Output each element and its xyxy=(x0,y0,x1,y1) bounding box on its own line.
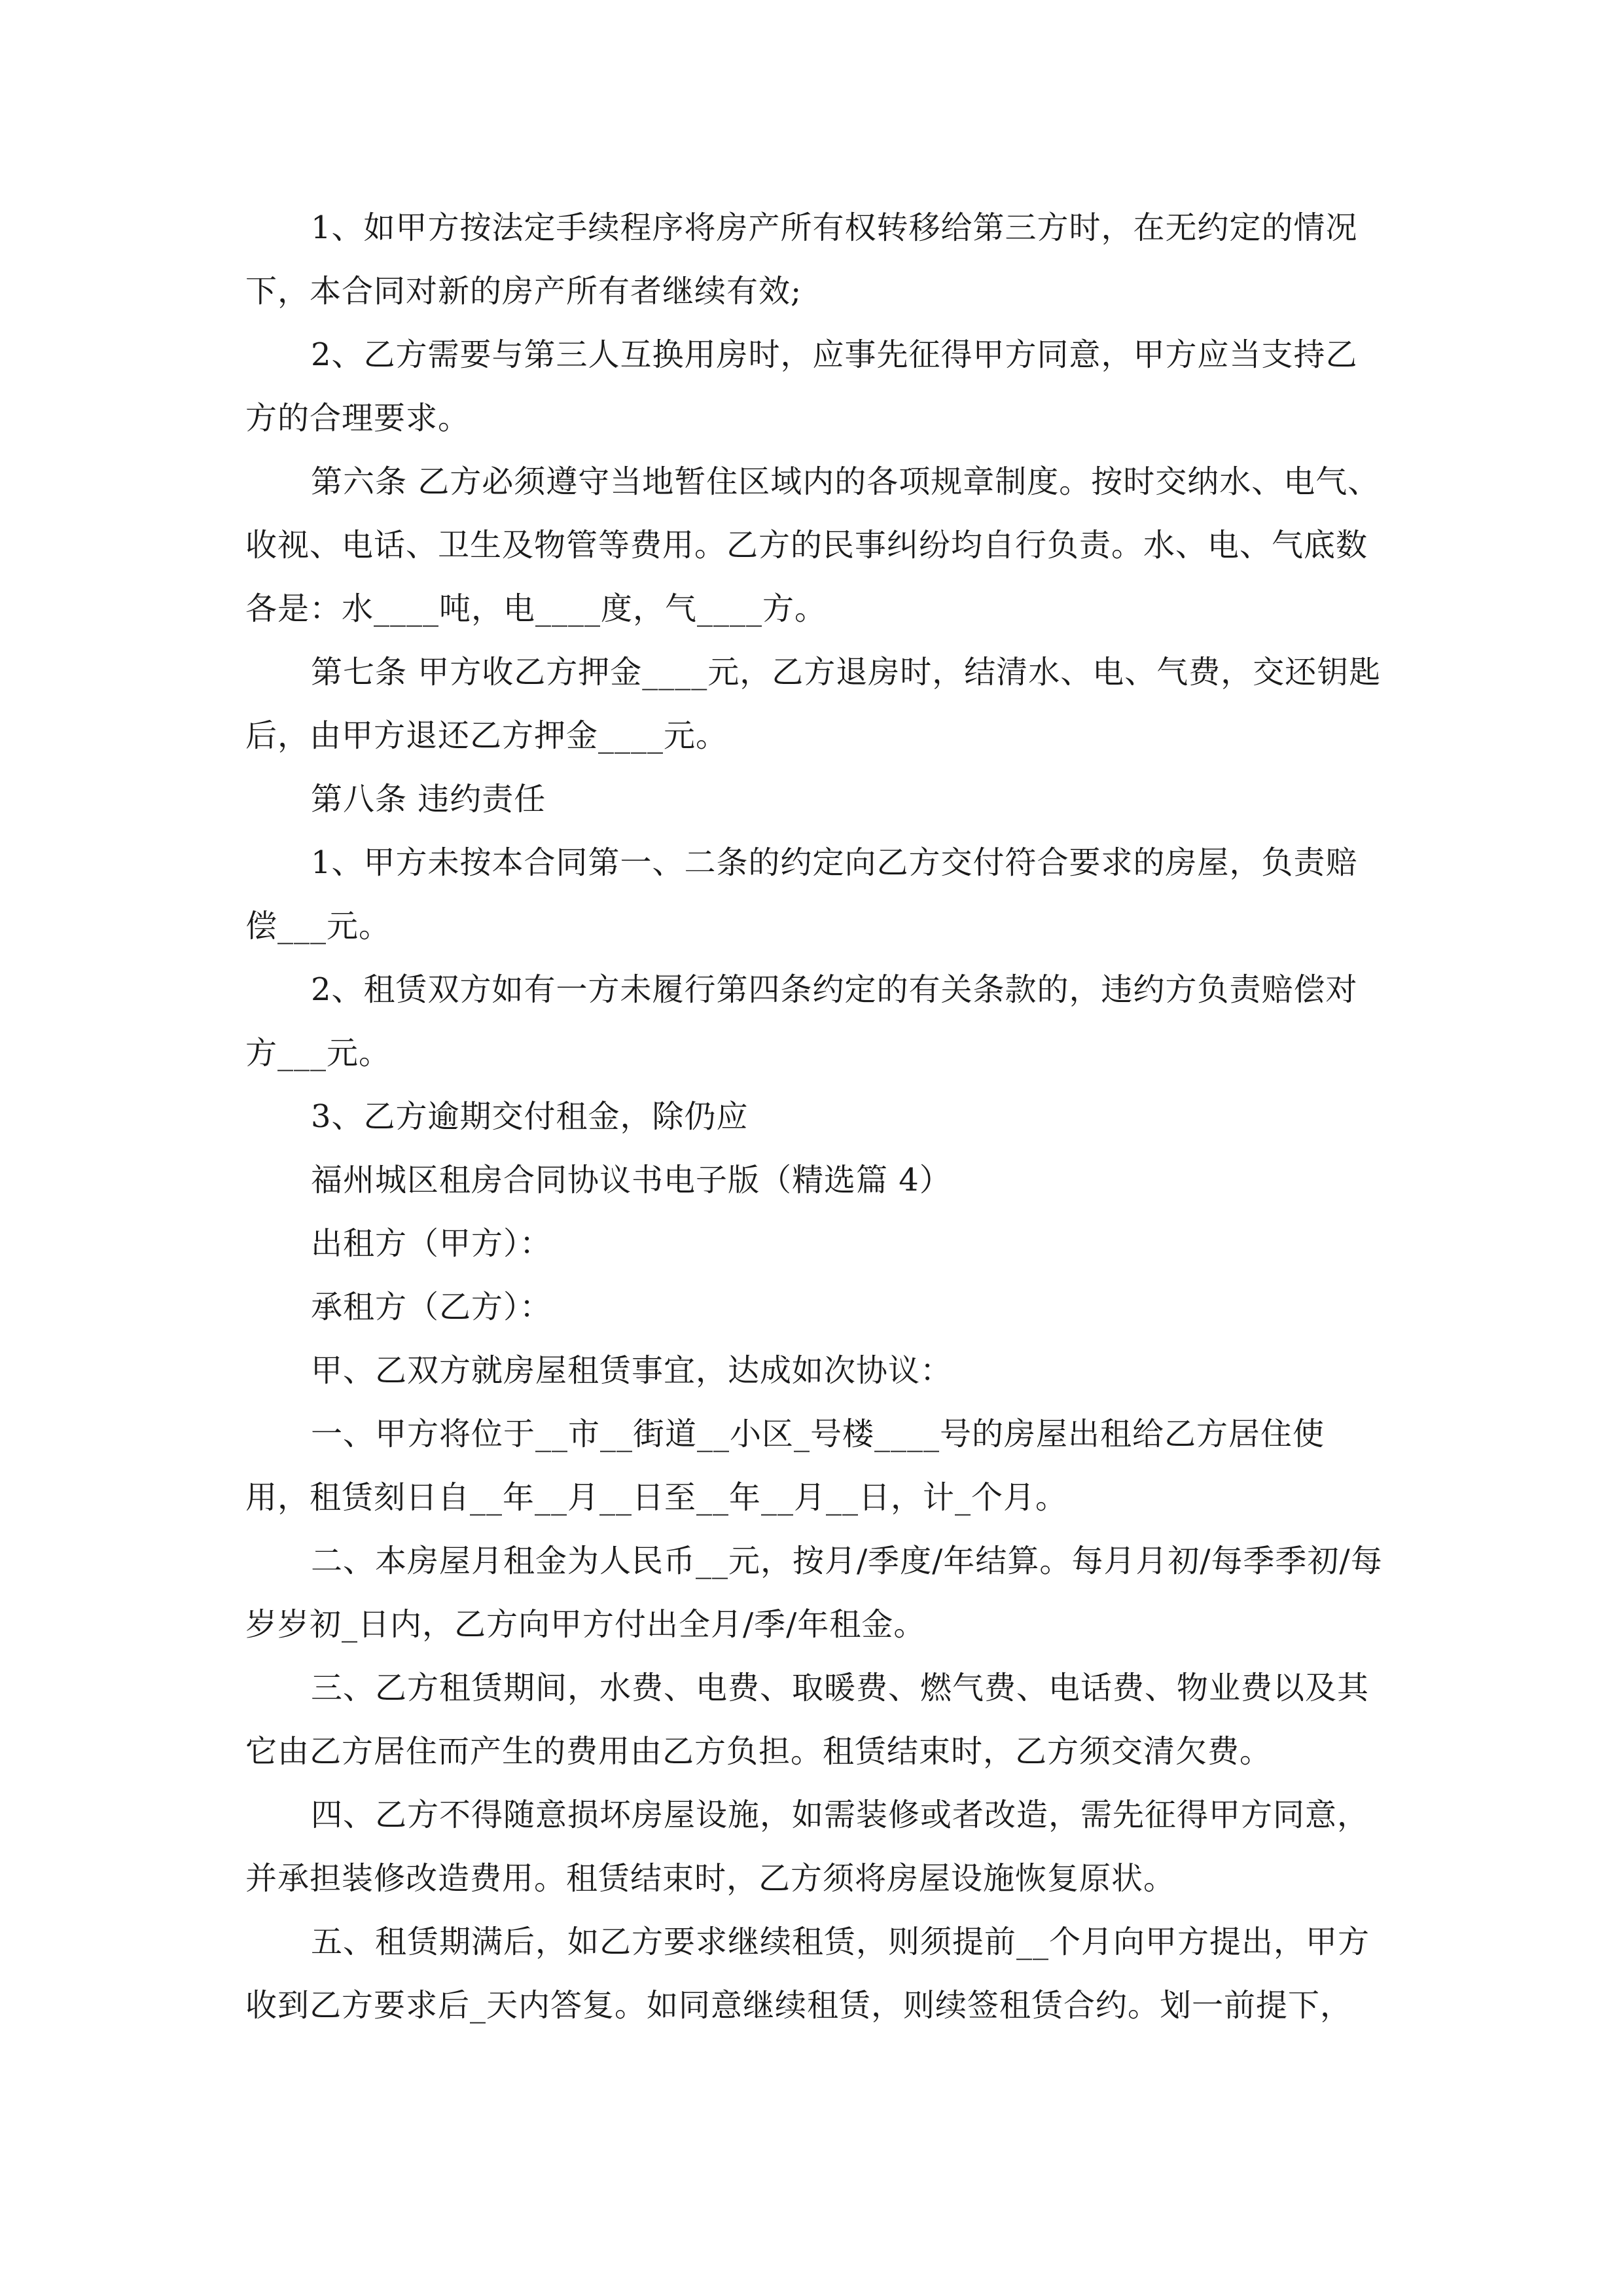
paragraph-article-8-heading: 第八条 违约责任 xyxy=(311,781,546,817)
paragraph-term-5: 五、租赁期满后，如乙方要求继续租赁，则须提前__个月向甲方提出，甲方收到乙方要求后_天内答复。如同意继续租赁，则续签租赁合约。划一前提下， xyxy=(245,1924,1370,2024)
paragraph-article-7: 第七条 甲方收乙方押金____元，乙方退房时，结清水、电、气费，交还钥匙后，由甲方退还乙方押金____元。 xyxy=(245,654,1382,754)
paragraph-breach-1: 1、甲方未按本合同第一、二条的约定向乙方交付符合要求的房屋，负责赔偿___元。 xyxy=(245,844,1358,944)
paragraph-clause-transfer: 1、如甲方按法定手续程序将房产所有权转移给第三方时，在无约定的情况下，本合同对新的房产所有者继续有效; xyxy=(245,209,1358,310)
paragraph-term-4: 四、乙方不得随意损坏房屋设施，如需装修或者改造，需先征得甲方同意，并承担装修改造费用。租赁结束时，乙方须将房屋设施恢复原状。 xyxy=(245,1797,1370,1897)
document-body xyxy=(245,196,1384,2037)
paragraph-lessee: 承租方（乙方）： xyxy=(311,1289,552,1325)
paragraph-agreement-intro: 甲、乙双方就房屋租赁事宜，达成如次协议： xyxy=(311,1352,953,1389)
paragraph-term-1: 一、甲方将位于__市__街道__小区_号楼____号的房屋出租给乙方居住使用，租赁刻日自__年__月__日至__年__月__日，计_个月。 xyxy=(245,1416,1325,1516)
paragraph-clause-exchange: 2、乙方需要与第三人互换用房时，应事先征得甲方同意，甲方应当支持乙方的合理要求。 xyxy=(245,336,1358,437)
paragraph-lessor: 出租方（甲方）： xyxy=(311,1225,552,1262)
paragraph-term-3: 三、乙方租赁期间，水费、电费、取暖费、燃气费、电话费、物业费以及其它由乙方居住而产生的费用由乙方负担。租赁结束时，乙方须交清欠费。 xyxy=(245,1670,1370,1770)
paragraph-article-6: 第六条 乙方必须遵守当地暂住区域内的各项规章制度。按时交纳水、电气、收视、电话、卫生及物管等费用。乙方的民事纠纷均自行负责。水、电、气底数各是：水____吨，电____度，气____方。 xyxy=(245,463,1380,627)
section-title: 福州城区租房合同协议书电子版（精选篇 4） xyxy=(311,1162,952,1198)
paragraph-term-2: 二、本房屋月租金为人民币__元，按月/季度/年结算。每月月初/每季季初/每岁岁初_日内，乙方向甲方付出全月/季/年租金。 xyxy=(245,1543,1383,1643)
paragraph-breach-3: 3、乙方逾期交付租金，除仍应 xyxy=(311,1098,749,1135)
paragraph-breach-2: 2、租赁双方如有一方未履行第四条约定的有关条款的，违约方负责赔偿对方___元。 xyxy=(245,971,1358,1071)
